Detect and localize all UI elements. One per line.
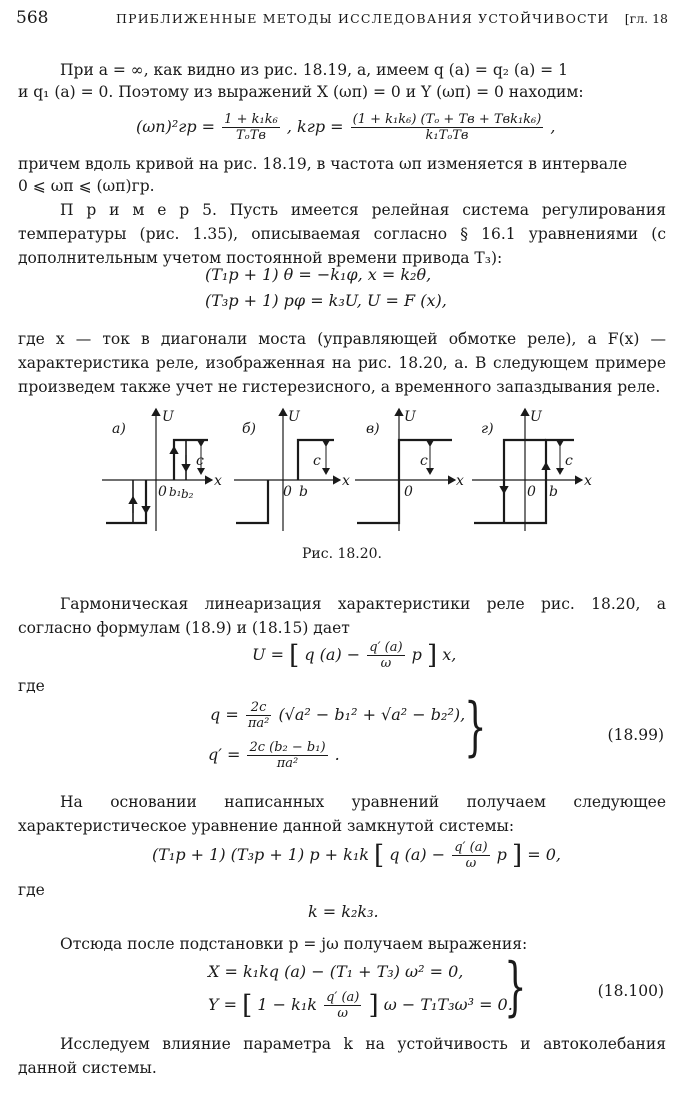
eq-U-left: U = <box>252 645 284 664</box>
eq-qp-tail: . <box>334 745 340 764</box>
panel-a-origin: 0 <box>158 484 167 500</box>
panel-g-mark-b: b <box>549 484 558 500</box>
eq-Y-frac-den: ω <box>337 1006 349 1021</box>
panel-g-axis-y: U <box>530 409 542 425</box>
page-number: 568 <box>16 8 49 28</box>
equation-characteristic: (T₁p + 1) (T₃p + 1) p + k₁k [ q (a) − $\frac{q' (a)}{\omega}$ p ] = 0, <box>152 840 561 871</box>
panel-a-tag: а) <box>112 421 126 437</box>
equation-Y: Y = [ 1 − k₁k $\frac{q' (a)}{\omega}$ ] ω − T₁T₃ω³ = 0. <box>208 990 513 1021</box>
eq-char-frac-num: q′ (a) <box>454 840 488 855</box>
eq-omega-mid: , kгр = <box>286 117 344 136</box>
eq-char-frac-den: ω <box>465 856 477 871</box>
eq-omega-frac2-den: k₁TₒTв <box>425 128 469 143</box>
panel-v-axis-y: U <box>404 409 416 425</box>
where-1: где <box>18 677 45 695</box>
equation-system-2: (T₃p + 1) pφ = k₃U, U = F (x), <box>205 291 447 310</box>
panel-b-mark-b: b <box>299 484 308 500</box>
panel-v-level: c <box>420 453 428 469</box>
panel-v-origin: 0 <box>404 484 413 500</box>
eq-U-frac-num: q′ (a) <box>369 640 403 655</box>
paragraph-8: Исследуем влияние параметра k на устойчивость и автоколебания данной системы. <box>18 1035 666 1077</box>
panel-b-level: c <box>313 453 321 469</box>
panel-b-axis-y: U <box>288 409 300 425</box>
panel-g-origin: 0 <box>527 484 536 500</box>
equation-q <box>210 700 465 731</box>
brace-18-100: } <box>504 950 527 1024</box>
eq-q-frac-num: 2c <box>246 700 272 716</box>
paragraph-2-line-2: 0 ⩽ ωп ⩽ (ωп)гр. <box>18 177 155 195</box>
page-header <box>16 8 668 32</box>
paragraph-4: где x — ток в диагонали моста (управляющей обмотке реле), а F(x) — характеристика реле, изображенная на рис. 18.20, а. В следующем примере произведем также учет не гистерезисного, а временного запаздывания реле. <box>18 330 666 396</box>
eq-q-frac-den: πa² <box>247 716 270 731</box>
paragraph-2-line-1: причем вдоль кривой на рис. 18.19, в частота ωп изменяется в интервале <box>18 155 628 173</box>
eq-Y-inner: 1 − k₁k <box>257 995 317 1014</box>
eq-char-right: p <box>496 845 507 864</box>
panel-b-axis-x: x <box>342 473 350 489</box>
panel-g-level: c <box>565 453 573 469</box>
panel-g-axis-x: x <box>584 473 592 489</box>
equation-number-18-99: (18.99) <box>607 726 664 744</box>
paragraph-7: Отсюда после подстановки p = jω получаем выражения: <box>60 935 528 953</box>
brace-18-99: } <box>464 690 487 764</box>
panel-a-mark-b1: b₁ <box>169 485 182 499</box>
eq-omega-tail: , <box>550 117 556 136</box>
where-2: где <box>18 881 45 899</box>
panel-a-mark-b2: b₂ <box>181 487 194 501</box>
eq-U-tail: x, <box>442 645 457 664</box>
panel-a-axis-y: U <box>162 409 174 425</box>
eq-qp-frac-num: 2c (b₂ − b₁) <box>249 740 326 755</box>
panel-g-tag: г) <box>481 421 494 437</box>
eq-omega-frac1-den: TₒTв <box>236 128 266 143</box>
paragraph-1-line-1: При a = ∞, как видно из рис. 18.19, a, имеем q (a) = q₂ (a) = 1 <box>60 61 568 79</box>
chapter-ref: [гл. 18 <box>624 11 668 26</box>
eq-Y-frac-num: q′ (a) <box>326 990 360 1005</box>
figure-caption: Рис. 18.20. <box>301 546 383 562</box>
eq-omega-frac1-num: 1 + k₁k₆ <box>224 112 278 127</box>
eq-q-left: q = <box>210 705 239 724</box>
equation-U: U = [ q (a) − $\frac{q' (a)}{\omega}$ p ] x, <box>252 640 457 671</box>
paragraph-3: П р и м е р 5. Пусть имеется релейная система регулирования температуры (рис. 1.35), описываемая согласно § 16.1 уравнениями (с дополнительным учетом постоянной времени привода T₃): <box>18 201 666 267</box>
equation-X: X = k₁kq (a) − (T₁ + T₃) ω² = 0, <box>208 962 464 981</box>
panel-b-origin: 0 <box>283 484 292 500</box>
equation-q-prime <box>208 740 340 771</box>
eq-q-body: (√a² − b₁² + √a² − b₂²), <box>278 705 466 724</box>
eq-Y-left: Y = <box>208 995 238 1014</box>
panel-b-tag: б) <box>242 421 257 437</box>
eq-U-frac-den: ω <box>380 656 392 671</box>
relay-characteristics-figure <box>0 403 684 543</box>
equation-omega-critical <box>136 112 556 143</box>
running-title: ПРИБЛИЖЕННЫЕ МЕТОДЫ ИССЛЕДОВАНИЯ УСТОЙЧИВОСТИ <box>116 11 610 26</box>
equation-k: k = k₂k₃. <box>308 902 379 921</box>
panel-v-axis-x: x <box>456 473 464 489</box>
eq-char-tail: = 0, <box>527 845 561 864</box>
equation-number-18-100: (18.100) <box>597 982 664 1000</box>
eq-U-right: p <box>411 645 422 664</box>
paragraph-1-line-2: и q₁ (a) = 0. Поэтому из выражений X (ωп) = 0 и Y (ωп) = 0 находим: <box>18 83 584 101</box>
equation-system-1: (T₁p + 1) θ = −k₁φ, x = k₂θ, <box>205 265 432 284</box>
paragraph-5: Гармоническая линеаризация характеристики реле рис. 18.20, а согласно формулам (18.9) и (18.15) дает <box>18 595 666 637</box>
eq-omega-frac2-num: (1 + k₁k₆) (Tₒ + Tв + Tвk₁k₆) <box>352 112 542 127</box>
eq-char-left: (T₁p + 1) (T₃p + 1) p + k₁k <box>152 845 369 864</box>
panel-a-axis-x: x <box>214 473 222 489</box>
panel-a-level: c <box>196 453 204 469</box>
eq-char-q: q (a) − <box>389 845 446 864</box>
eq-omega-left: (ωп)²гр = <box>136 117 216 136</box>
eq-U-q: q (a) − <box>304 645 361 664</box>
eq-qp-frac-den: πa² <box>276 756 299 771</box>
eq-qp-left: q′ = <box>208 745 241 764</box>
eq-Y-tail: ω − T₁T₃ω³ = 0. <box>383 995 513 1014</box>
paragraph-6: На основании написанных уравнений получаем следующее характеристическое уравнение данной замкнутой системы: <box>18 793 666 835</box>
panel-v-tag: в) <box>366 421 380 437</box>
